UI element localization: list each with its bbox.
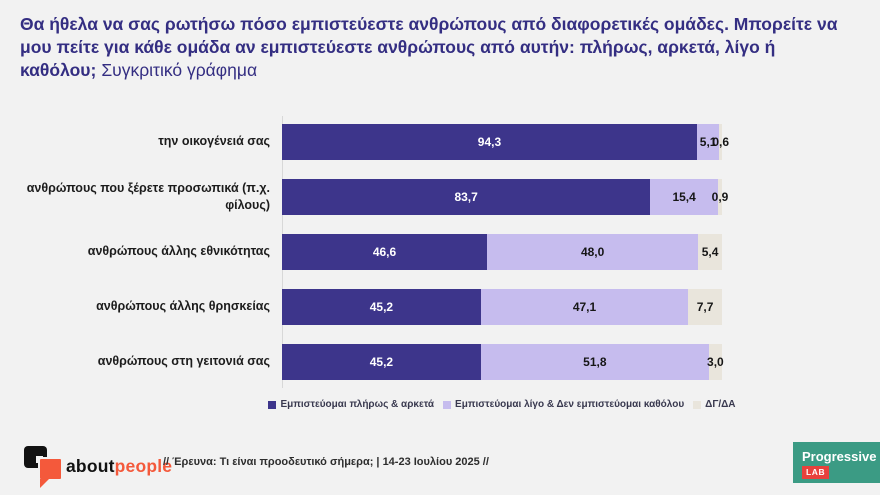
wordmark-about: about [66,456,115,476]
legend-marker-icon [693,401,701,409]
bar-segment [688,289,722,325]
bar-segment [282,344,481,380]
chart-row [20,169,729,224]
category-label: ανθρώπους άλλης θρησκείας [96,299,270,314]
bar-value-label: 15,4 [672,189,696,204]
bar-value-label: 0,6 [712,134,729,149]
aboutpeople-wordmark [66,456,172,477]
aboutpeople-speech-bubbles-icon [22,442,64,490]
legend-label: Εμπιστεύομαι λίγο & Δεν εμπιστεύομαι καθόλου [455,399,685,410]
aboutpeople-logo [22,442,173,490]
bar-segment [282,289,481,325]
stacked-bar-chart [20,114,729,389]
bar-value-label: 3,0 [707,354,724,369]
bar-segment [282,124,697,160]
bar-segment [282,234,487,270]
chart-row [20,334,722,389]
bar-value-label: 45,2 [369,354,394,369]
progressive-lab-logo [793,442,880,483]
bar-value-label: 46,6 [372,244,397,259]
bar-segment [711,179,729,215]
bar-segment [481,289,688,325]
bar-value-label: 7,7 [696,299,714,314]
bar-value-label: 0,9 [711,189,729,204]
bar-segment [650,179,718,215]
bar-chart-rows [20,114,729,389]
bar-segment [481,344,709,380]
category-label: την οικογένειά σας [158,134,270,149]
bar-value-label: 45,2 [369,299,394,314]
bar-value-label: 51,8 [583,354,607,369]
category-label: ανθρώπους άλλης εθνικότητας [87,244,270,259]
chart-row [20,279,722,334]
orange-bubble-shape [38,457,63,481]
bar-track [282,179,729,215]
bar-segment [709,344,722,380]
bar-value-label: 94,3 [477,134,502,149]
bar-segment [698,234,722,270]
chart-legend [242,399,762,410]
chart-row [20,114,729,169]
bar-track [282,344,722,380]
bar-segment [282,179,650,215]
bar-segment [712,124,729,160]
legend-marker-icon [443,401,451,409]
bar-segment [487,234,698,270]
bar-value-label: 48,0 [580,244,605,259]
legend-marker-icon [268,401,276,409]
chart-question-title [20,13,868,82]
bar-value-label: 5,1 [699,134,717,149]
progressive-label: Progressive [802,449,877,464]
legend-item [268,399,434,410]
bar-value-label: 47,1 [572,299,597,314]
bar-track [282,289,722,325]
legend-label: ΔΓ/ΔΑ [705,399,736,410]
orange-bubble-tail-shape [40,479,49,488]
survey-note: // Έρευνα: Τι είναι προοδευτικό σήμερα; | 14-23 Ιουλίου 2025 // [163,456,489,468]
category-label: ανθρώπους στη γειτονιά σας [97,354,270,369]
legend-label: Εμπιστεύομαι πλήρως & αρκετά [280,399,435,410]
bar-value-label: 5,4 [701,244,719,259]
lab-badge: LAB [802,466,829,479]
bar-track [282,124,729,160]
chart-row [20,224,722,279]
legend-item [443,399,684,410]
title-suffix: Συγκριτικό γράφημα [101,60,258,81]
wordmark-people: people [114,456,173,476]
bar-track [282,234,722,270]
title-main: Θα ήθελα να σας ρωτήσω πόσο εμπιστεύεστε ανθρώπους από διαφορετικές ομάδες. Μπορείτε να μου πείτε για κάθε ομάδα αν εμπιστεύεστε ανθρώπους από αυτήν: πλήρως, αρκετά, λίγο ή καθόλου; [20,14,838,81]
bar-value-label: 83,7 [454,189,478,204]
category-label: ανθρώπους που ξέρετε προσωπικά (π.χ. φίλους) [26,181,270,212]
legend-item [693,399,735,410]
